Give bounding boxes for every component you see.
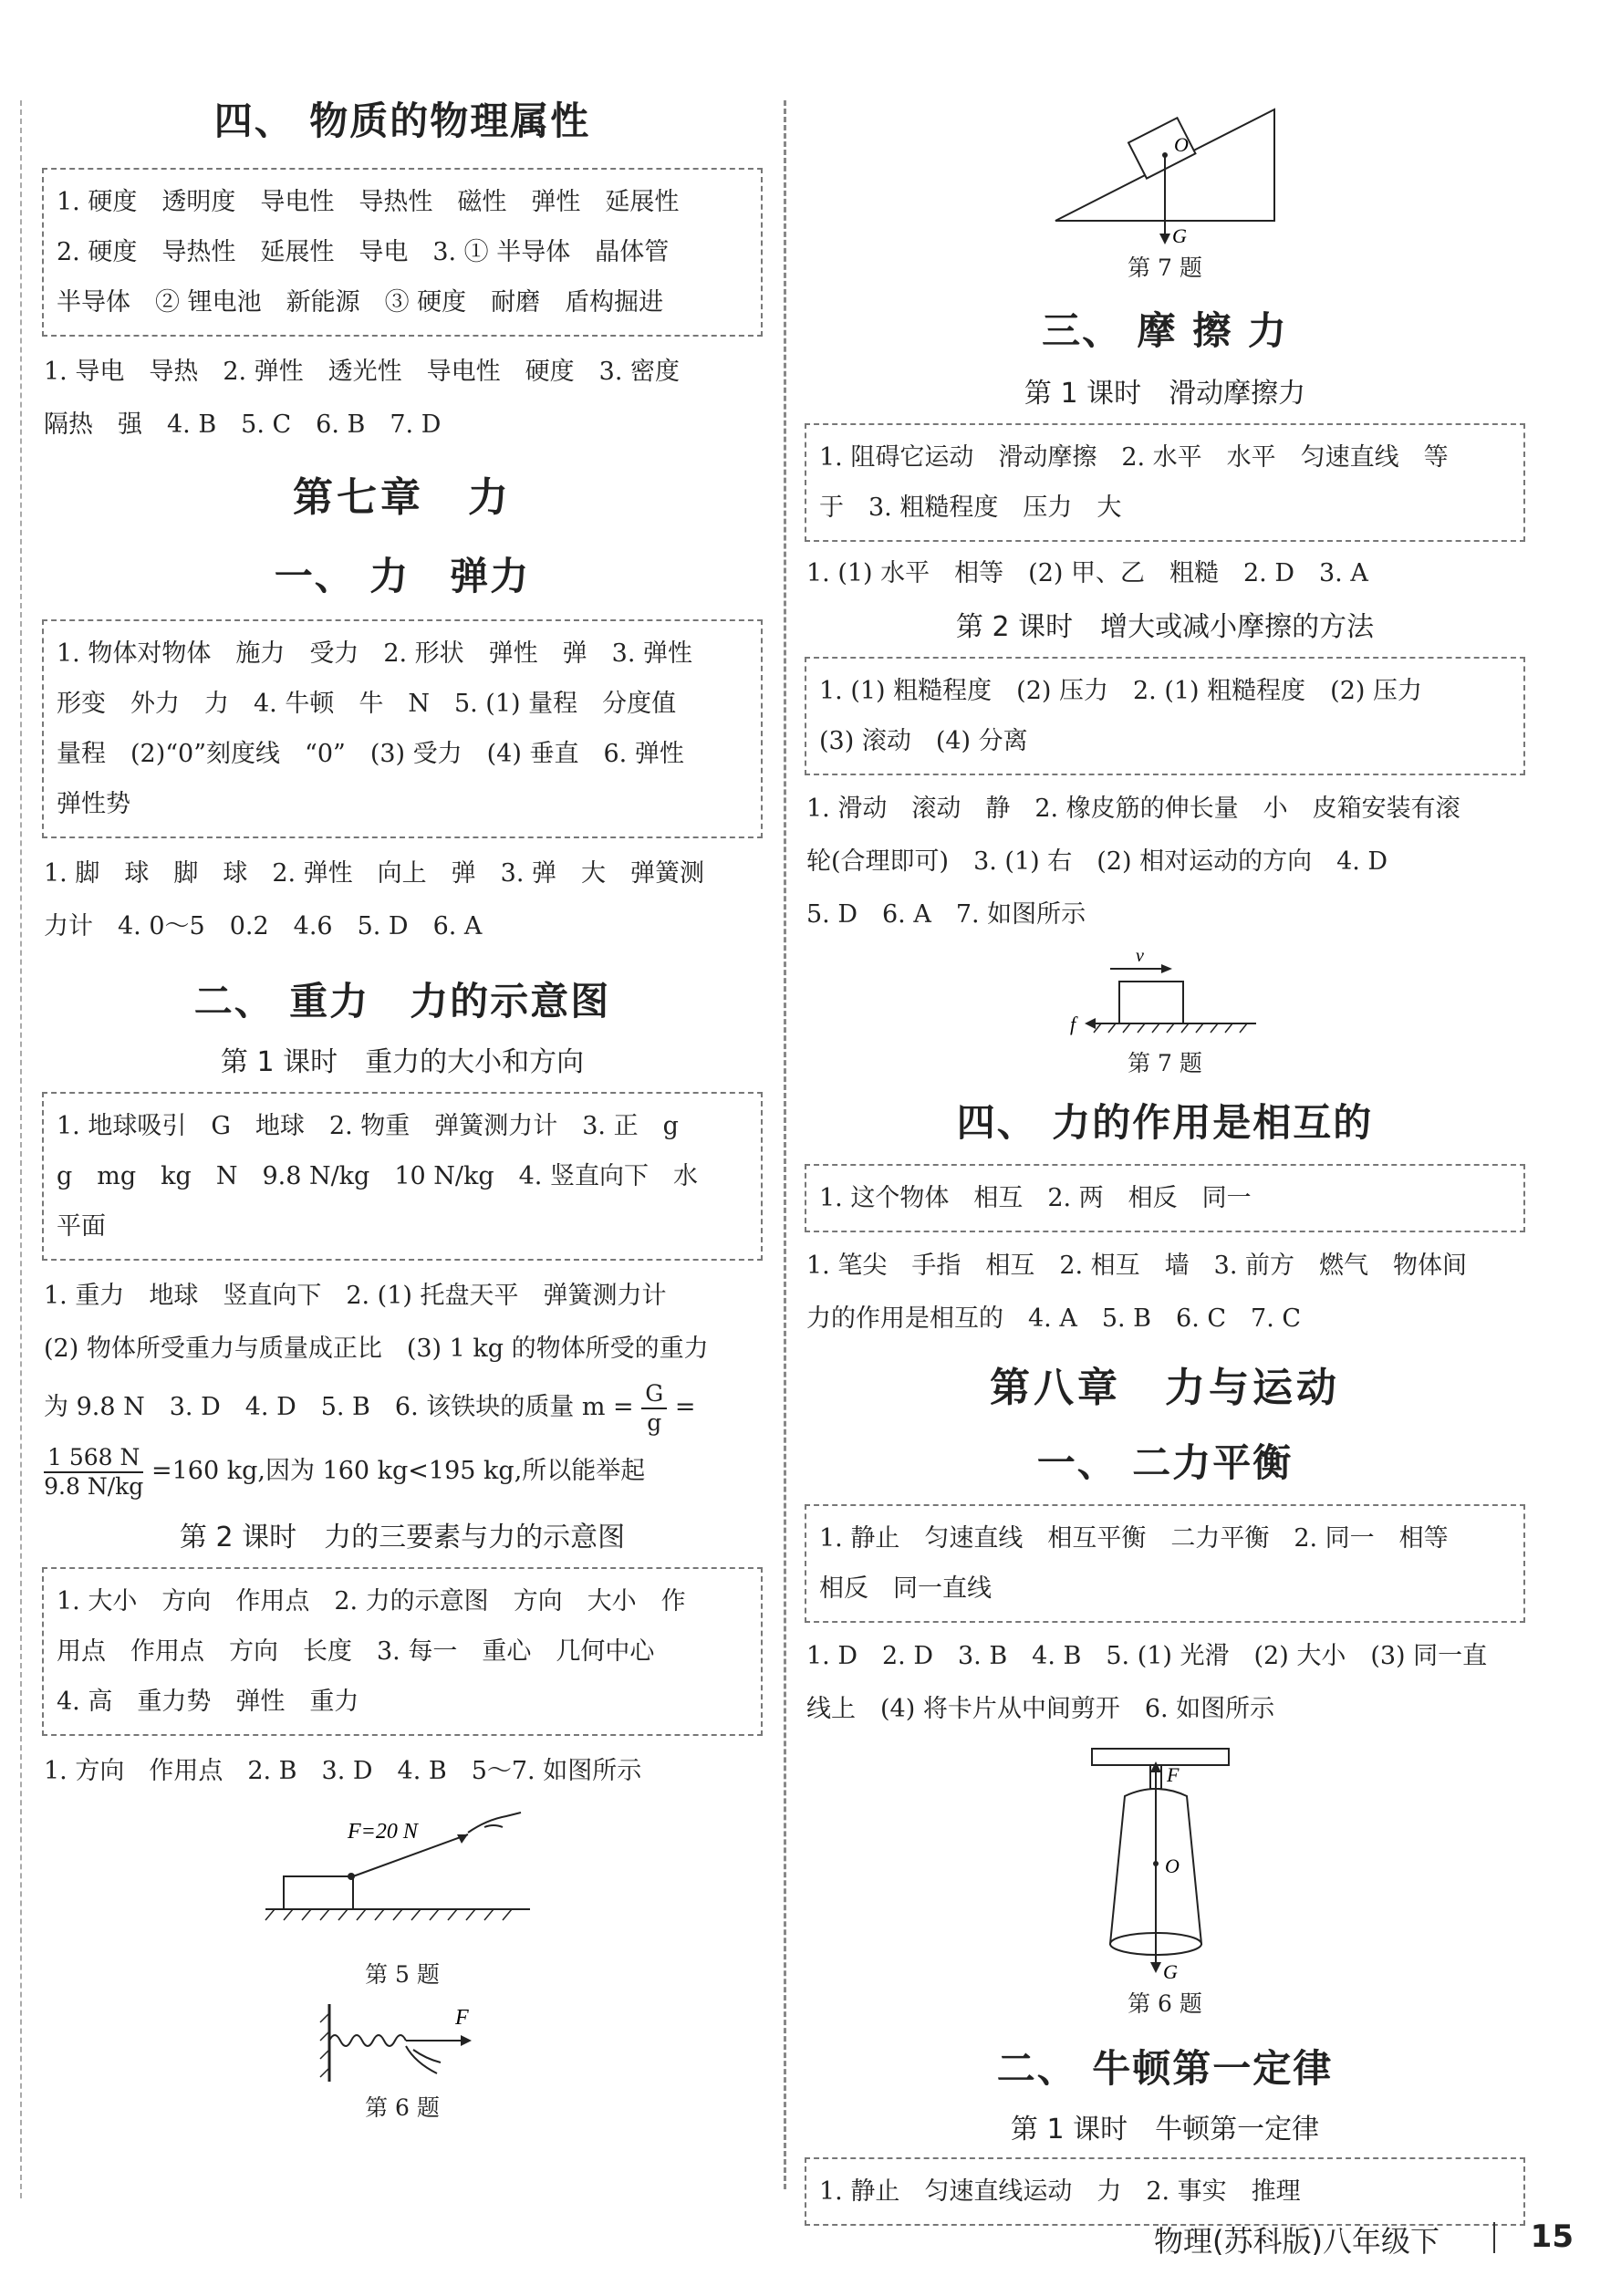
center-label: O (1174, 133, 1189, 156)
answers (42, 847, 763, 953)
answers (805, 783, 1525, 941)
figure-5-drawing (256, 1807, 548, 1953)
center-label: O (1165, 1854, 1180, 1877)
figure-caption: 第 7 题 (1128, 255, 1202, 281)
box-line: 1. (1) 粗糙程度 (2) 压力 2. (1) 粗糙程度 (2) 压力 (819, 677, 1422, 705)
box-line: 2. 硬度 导热性 延展性 导电 3. ① 半导体 晶体管 (57, 238, 670, 266)
force-label: F=20 N (348, 1820, 418, 1844)
answer-box (42, 1567, 763, 1736)
figure-caption: 第 6 题 (365, 2094, 440, 2121)
answers (42, 1745, 763, 1798)
answers (805, 1630, 1525, 1736)
box-line: 形变 外力 力 4. 牛顿 牛 N 5. (1) 量程 分度值 (57, 690, 677, 718)
answer-line: 5. D 6. A 7. 如图所示 (806, 900, 1086, 929)
answer-line: 隔热 强 4. B 5. C 6. B 7. D (44, 410, 442, 439)
fraction-numerator: G (641, 1380, 667, 1409)
gravity-label: G (1163, 1960, 1178, 1982)
lesson-title: 第 2 课时 增大或减小摩擦的方法 (955, 611, 1375, 643)
box-line: 1. 大小 方向 作用点 2. 力的示意图 方向 大小 作 (57, 1587, 686, 1616)
lesson-title: 第 1 课时 滑动摩擦力 (1024, 378, 1306, 410)
box-line: 1. 物体对物体 施力 受力 2. 形状 弹性 弹 3. 弹性 (57, 639, 693, 668)
section-title: 四、 物质的物理属性 (213, 99, 591, 143)
column-divider (784, 100, 786, 2189)
page-footer (1154, 2218, 1574, 2260)
figure-7-incline (805, 100, 1525, 283)
chapter-title: 第七章 力 (293, 474, 512, 521)
answer-line: 1. 方向 作用点 2. B 3. D 4. B 5～7. 如图所示 (44, 1757, 642, 1785)
figure-6-bell-drawing (1074, 1736, 1256, 1982)
footer-separator (1493, 2222, 1495, 2253)
figure-6-drawing (311, 1995, 494, 2086)
answer-line: 1. (1) 水平 相等 (2) 甲、乙 粗糙 2. D 3. A (806, 559, 1368, 587)
answers (805, 1240, 1525, 1345)
box-line: 平面 (57, 1212, 106, 1241)
answers (42, 1270, 763, 1503)
answer-box (42, 619, 763, 838)
figure-6 (42, 1995, 763, 2123)
box-line: 4. 高 重力势 弹性 重力 (57, 1688, 359, 1716)
answer-line: 1. 导电 导热 2. 弹性 透光性 导电性 硬度 3. 密度 (44, 358, 681, 386)
page-number: 15 (1530, 2218, 1574, 2255)
fraction-g-over-g (641, 1380, 667, 1437)
answer-box (805, 423, 1525, 542)
section-title: 二、 重力 力的示意图 (193, 979, 611, 1023)
answer-line: 1. 脚 球 脚 球 2. 弹性 向上 弹 3. 弹 大 弹簧测 (44, 859, 705, 888)
answer-box (805, 1504, 1525, 1623)
box-line: 弹性势 (57, 790, 130, 818)
answer-line: 1. D 2. D 3. B 4. B 5. (1) 光滑 (2) 大小 (3) 同一直 (806, 1642, 1488, 1670)
fraction-numerator: 1 568 N (44, 1444, 143, 1473)
answer-line: 1. 重力 地球 竖直向下 2. (1) 托盘天平 弹簧测力计 (44, 1282, 667, 1310)
margin-guide-line (20, 100, 22, 2198)
box-line: 1. 这个物体 相互 2. 两 相反 同一 (819, 1184, 1252, 1212)
answer-box (805, 657, 1525, 775)
box-line: 1. 静止 匀速直线 相互平衡 二力平衡 2. 同一 相等 (819, 1524, 1449, 1553)
box-line: 1. 地球吸引 G 地球 2. 物重 弹簧测力计 3. 正 g (57, 1112, 679, 1140)
section-title: 二、 牛顿第一定律 (996, 2046, 1334, 2091)
fraction-denominator: 9.8 N/kg (44, 1472, 144, 1500)
fraction-denominator: g (647, 1408, 662, 1436)
right-column (805, 100, 1525, 2226)
section-title: 四、 力的作用是相互的 (956, 1100, 1374, 1145)
box-line: 量程 (2)“0”刻度线 “0” (3) 受力 (4) 垂直 6. 弹性 (57, 740, 684, 768)
section-title: 一、 力 弹力 (274, 554, 531, 598)
answer-box (42, 1092, 763, 1261)
box-line: 于 3. 粗糙程度 压力 大 (819, 493, 1122, 522)
figure-7-block-drawing (1065, 941, 1265, 1042)
lesson-title: 第 1 课时 牛顿第一定律 (1010, 2114, 1320, 2145)
answer-box (42, 168, 763, 337)
lesson-title: 第 1 课时 重力的大小和方向 (220, 1046, 585, 1078)
answer-box (805, 2157, 1525, 2226)
box-line: (3) 滚动 (4) 分离 (819, 727, 1028, 755)
force-label: F (1167, 1763, 1180, 1786)
answer-line-fraction (44, 1439, 761, 1503)
box-line: 半导体 ② 锂电池 新能源 ③ 硬度 耐磨 盾构掘进 (57, 288, 664, 317)
answer-line: 力计 4. 0～5 0.2 4.6 5. D 6. A (44, 912, 483, 940)
box-line: 1. 硬度 透明度 导电性 导热性 磁性 弹性 延展性 (57, 188, 680, 216)
section-title: 三、 摩 擦 力 (1042, 308, 1288, 353)
equals-sign: = (674, 1393, 696, 1421)
box-line: 相反 同一直线 (819, 1574, 992, 1603)
figure-caption: 第 6 题 (1128, 1990, 1202, 2017)
answer-line: (2) 物体所受重力与质量成正比 (3) 1 kg 的物体所受的重力 (44, 1335, 709, 1363)
answer-text: 为 9.8 N 3. D 4. D 5. B 6. 该铁块的质量 m = (44, 1393, 634, 1421)
figure-6-bell (805, 1736, 1525, 2019)
figure-caption: 第 5 题 (365, 1961, 440, 1988)
answer-line-fraction (44, 1376, 761, 1439)
box-line: 用点 作用点 方向 长度 3. 每一 重心 几何中心 (57, 1637, 655, 1666)
answer-line: 线上 (4) 将卡片从中间剪开 6. 如图所示 (806, 1695, 1275, 1723)
chapter-title: 第八章 力与运动 (990, 1365, 1340, 1411)
velocity-label: v (1136, 946, 1144, 966)
figure-7-block (805, 941, 1525, 1078)
fraction-value (44, 1444, 143, 1501)
figure-7-incline-drawing (1046, 100, 1284, 246)
box-line: 1. 静止 匀速直线运动 力 2. 事实 推理 (819, 2177, 1301, 2206)
box-line: 1. 阻碍它运动 滑动摩擦 2. 水平 水平 匀速直线 等 (819, 443, 1449, 472)
box-line: g mg kg N 9.8 N/kg 10 N/kg 4. 竖直向下 水 (57, 1162, 698, 1190)
lesson-title: 第 2 课时 力的三要素与力的示意图 (179, 1522, 626, 1553)
subject-label: 物理(苏科版)八年级下 (1154, 2224, 1440, 2259)
answer-line: 轮(合理即可) 3. (1) 右 (2) 相对运动的方向 4. D (806, 847, 1388, 876)
left-column (42, 91, 763, 2123)
answer-box (805, 1164, 1525, 1232)
figure-caption: 第 7 题 (1128, 1050, 1202, 1076)
figure-5 (42, 1807, 763, 1990)
answer-text: =160 kg,因为 160 kg<195 kg,所以能举起 (151, 1457, 646, 1485)
force-label: F (455, 2006, 469, 2030)
answer-line: 1. 笔尖 手指 相互 2. 相互 墙 3. 前方 燃气 物体间 (806, 1252, 1468, 1280)
answers (805, 547, 1525, 600)
answer-line: 1. 滑动 滚动 静 2. 橡皮筋的伸长量 小 皮箱安装有滚 (806, 795, 1460, 823)
answer-line: 力的作用是相互的 4. A 5. B 6. C 7. C (806, 1304, 1302, 1333)
gravity-label: G (1172, 224, 1187, 246)
friction-label: f (1070, 1013, 1076, 1035)
answers (42, 346, 763, 452)
section-title: 一、 二力平衡 (1036, 1440, 1294, 1485)
